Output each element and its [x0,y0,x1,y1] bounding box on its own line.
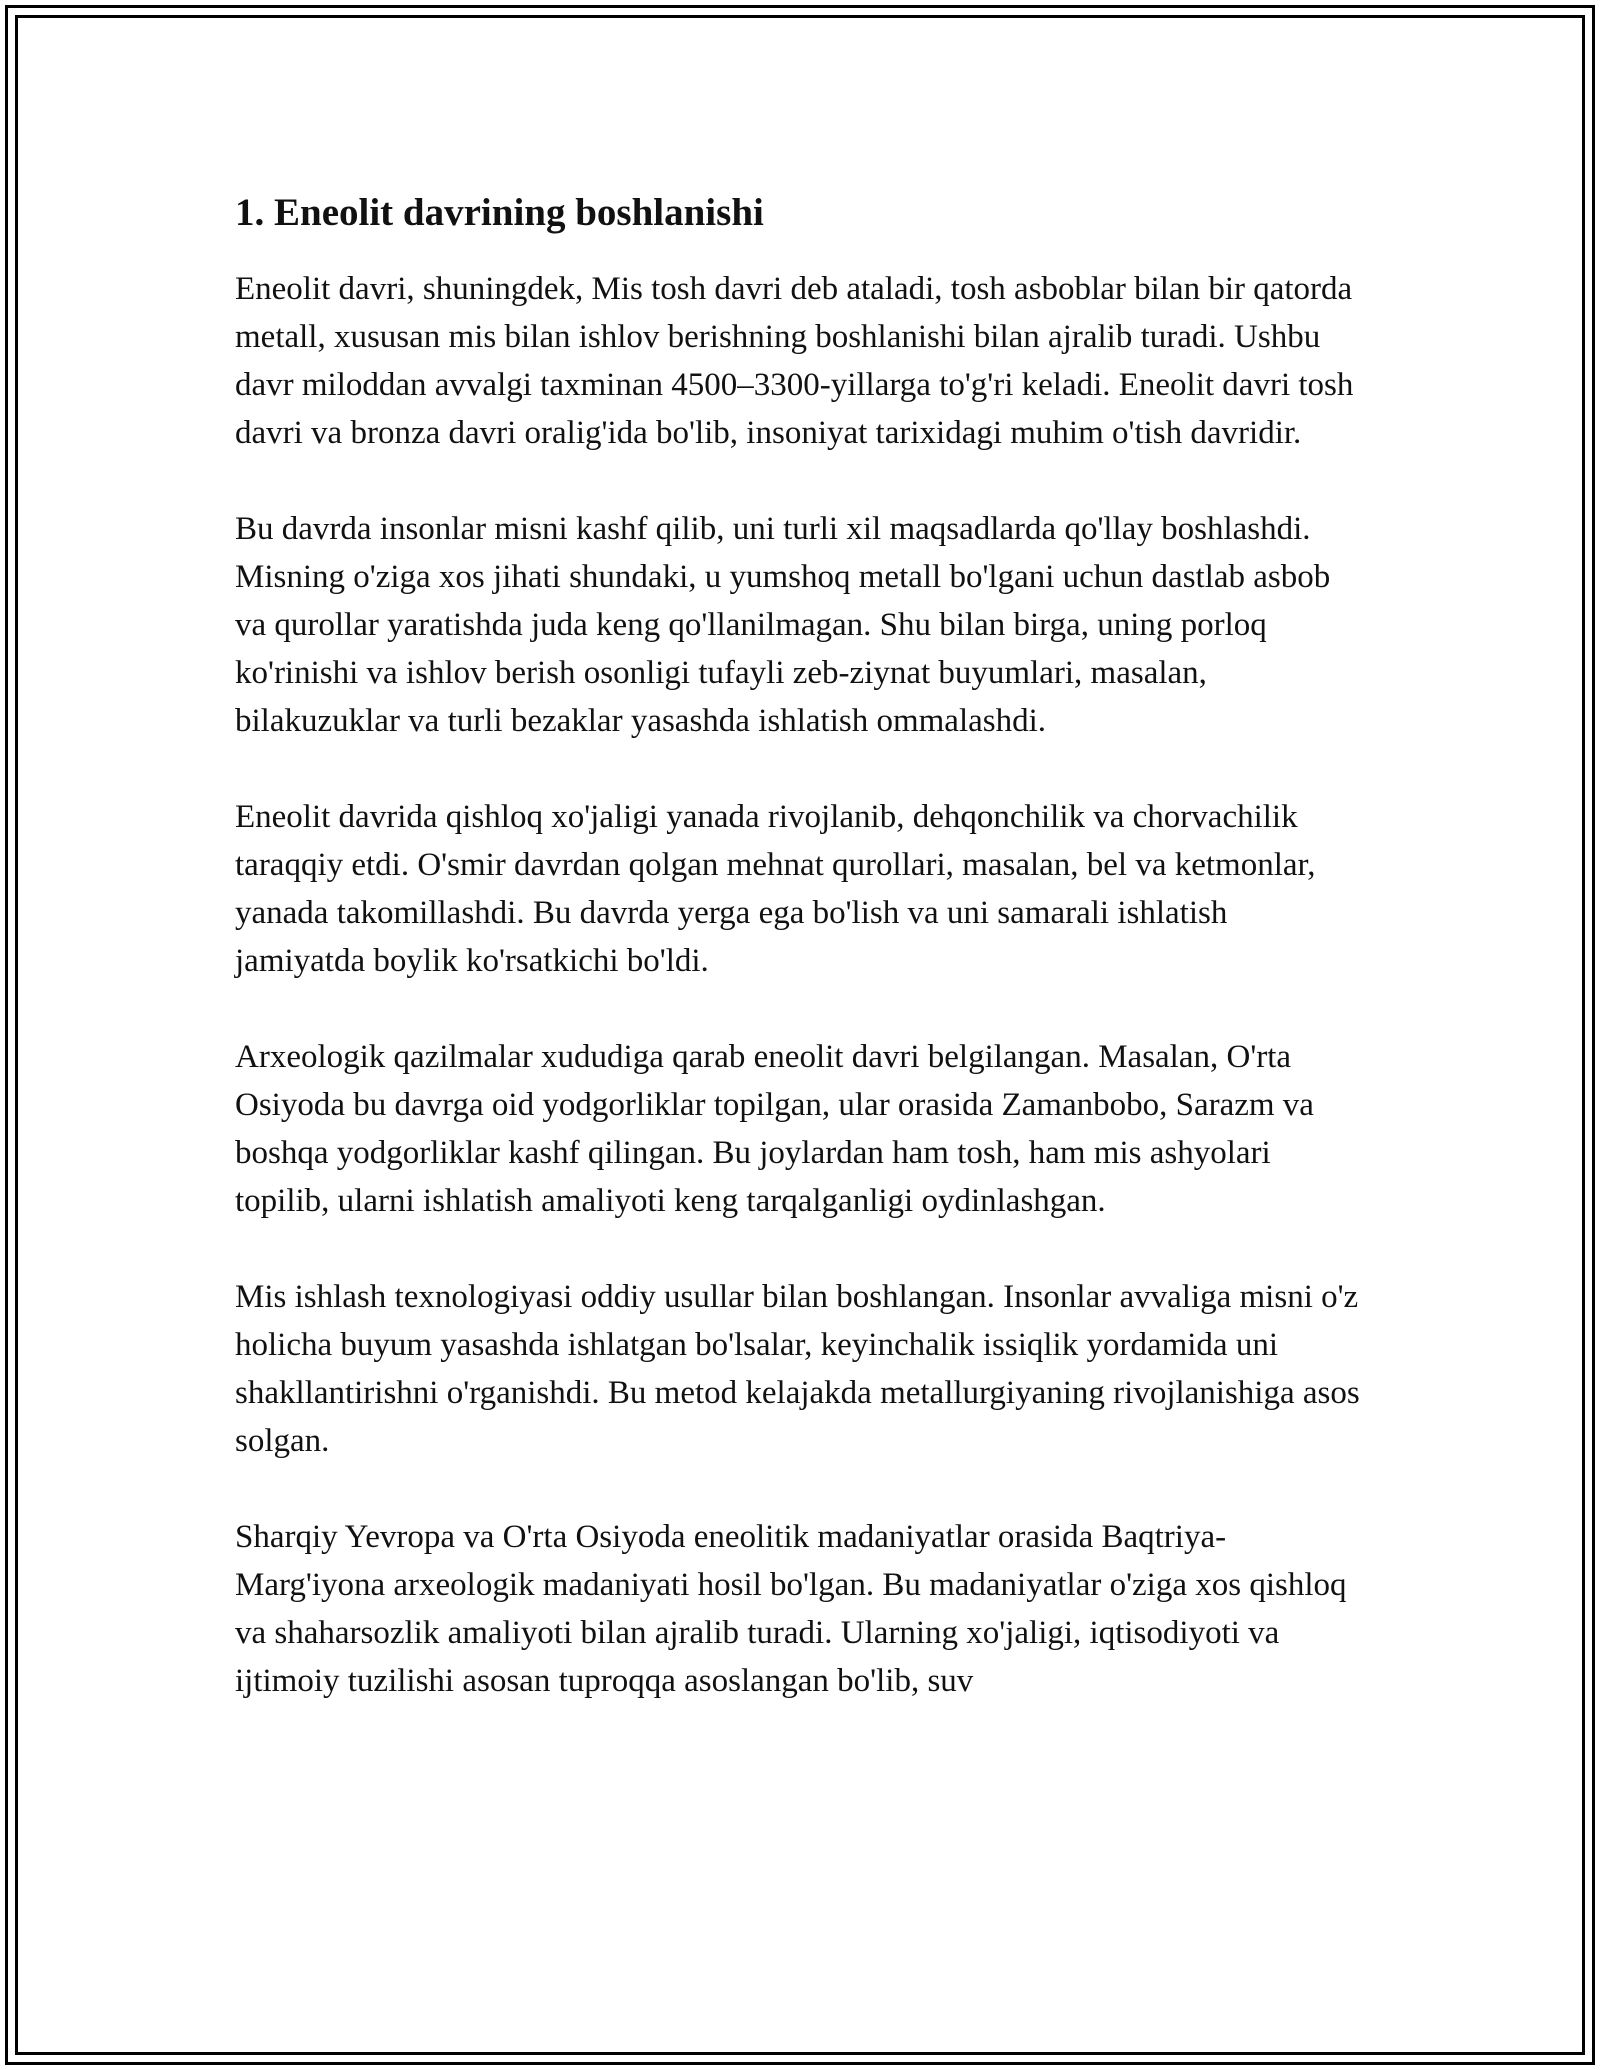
document-body [235,187,1365,1753]
paragraph-3: Eneolit davrida qishloq xo'jaligi yanada rivojlanib, dehqonchilik va chorvachilik taraqqiy etdi. O'smir davrdan qolgan mehnat qurollari, masalan, bel va ketmonlar, yanada takomillashdi. Bu davrda yerga ega bo'lish va uni samarali ishlatish jamiyatda boylik ko'rsatkichi bo'ldi. [235,799,1316,979]
section-heading: 1. Eneolit davrining boshlanishi [235,191,764,234]
paragraph-2: Bu davrda insonlar misni kashf qilib, uni turli xil maqsadlarda qo'llay boshlashdi. Misning o'ziga xos jihati shundaki, u yumshoq metall bo'lgani uchun dastlab asbob va qurollar yaratishda juda keng qo'llanilmagan. Shu bilan birga, uning porloq ko'rinishi va ishlov berish osonligi tufayli zeb-ziynat buyumlari, masalan, bilakuzuklar va turli bezaklar yasashda ishlatish ommalashdi. [235,511,1331,739]
paragraph-4: Arxeologik qazilmalar xududiga qarab eneolit davri belgilangan. Masalan, O'rta Osiyoda bu davrga oid yodgorliklar topilgan, ular orasida Zamanbobo, Sarazm va boshqa yodgorliklar kashf qilingan. Bu joylardan ham tosh, ham mis ashyolari topilib, ularni ishlatish amaliyoti keng tarqalganligi oydinlashgan. [235,1039,1314,1219]
paragraph-5: Mis ishlash texnologiyasi oddiy usullar bilan boshlangan. Insonlar avvaliga misni o'z holicha buyum yasashda ishlatgan bo'lsalar, keyinchalik issiqlik yordamida uni shakllantirishni o'rganishdi. Bu metod kelajakda metallurgiyaning rivojlanishiga asos solgan. [235,1279,1360,1459]
paragraph-1: Eneolit davri, shuningdek, Mis tosh davri deb ataladi, tosh asboblar bilan bir qatorda metall, xususan mis bilan ishlov berishning boshlanishi bilan ajralib turadi. Ushbu davr miloddan avvalgi taxminan 4500–3300-yillarga to'g'ri keladi. Eneolit davri tosh davri va bronza davri oralig'ida bo'lib, insoniyat tarixidagi muhim o'tish davridir. [235,271,1354,451]
paragraph-6: Sharqiy Yevropa va O'rta Osiyoda eneolitik madaniyatlar orasida Baqtriya-Marg'iyona arxeologik madaniyati hosil bo'lgan. Bu madaniyatlar o'ziga xos qishloq va shaharsozlik amaliyoti bilan ajralib turadi. Ularning xo'jaligi, iqtisodiyoti va ijtimoiy tuzilishi asosan tuproqqa asoslangan bo'lib, suv [235,1519,1347,1699]
